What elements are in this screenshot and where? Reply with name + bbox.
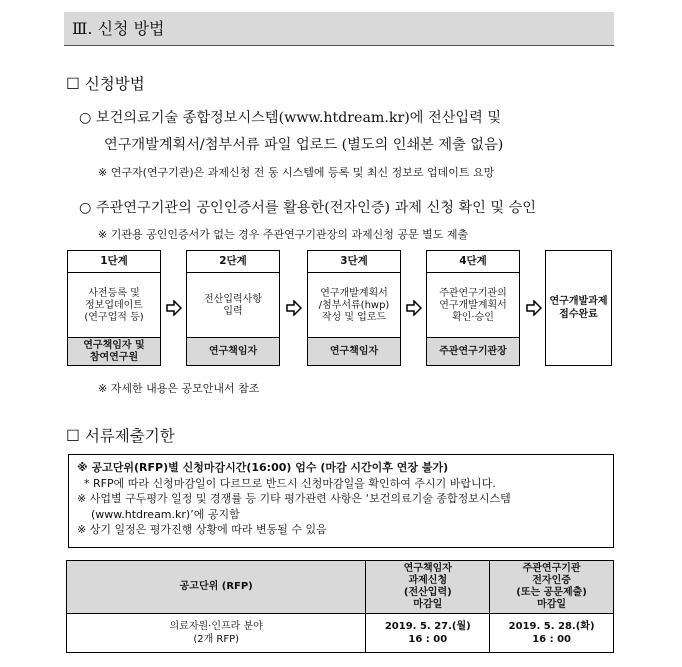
notice-line: * RFP에 따라 신청마감일이 다르므로 반드시 신청마감일을 확인하여 주시기 바랍니다. (77, 476, 496, 490)
stage-body-text: 연구개발계획서 /첨부서류(hwp) 작성 및 업로드 (318, 288, 390, 323)
section-title: Ⅲ. 신청 방법 (64, 12, 614, 46)
stage-actor-text: 연구책임자 및 참여연구원 (83, 339, 145, 363)
notice-line: ※ 공고단위(RFP)별 신청마감시간(16:00) 엄수 (마감 시간이후 연장 불가) (77, 461, 449, 474)
stage-body-text: 사전등록 및 정보업데이트 (연구업적 등) (84, 288, 144, 323)
table-cell-text: 의료자원·인프라 분야 (2개 RFP) (169, 621, 263, 645)
method-heading: ☐ 신청방법 (66, 75, 145, 93)
method-bullet-1: ○ 보건의료기술 종합정보시스템(www.htdream.kr)에 전산입력 및 (79, 110, 502, 126)
stage-actor (68, 337, 160, 365)
stage-body-text: 전산입력사항 입력 (204, 294, 262, 317)
right-arrow-icon (406, 300, 422, 316)
stage-actor (187, 337, 279, 365)
table-header-inst-deadline (490, 561, 614, 614)
table-cell-inst-date (490, 614, 614, 653)
stage-step: 1단계 (68, 251, 160, 273)
table-cell-rfp (67, 614, 366, 653)
flow-stage-3 (307, 250, 401, 366)
flow-final-box (545, 250, 612, 366)
method-note-1: ※ 연구자(연구기관)은 과제신청 전 동 시스템에 등록 및 최신 정보로 업데이트 요망 (98, 166, 495, 179)
table-header-text: 연구책임자 과제신청 (전산입력) 마감일 (403, 563, 452, 610)
notice-line: ※ 사업별 구두평가 일정 및 경쟁률 등 기타 평가관련 사항은 ‘보건의료기술 종합정보시스템 (77, 492, 511, 505)
flow-stage-2 (186, 250, 280, 366)
flow-stage-4 (426, 250, 520, 366)
stage-body-text: 주관연구기관의 연구개발계획서 확인·승인 (439, 288, 507, 323)
table-header-row (67, 561, 614, 614)
stage-body (308, 273, 400, 339)
method-note-2: ※ 기관용 공인인증서가 없는 경우 주관연구기관장의 과제신청 공문 별도 제출 (98, 228, 469, 241)
table-header-rfp (67, 561, 366, 614)
method-bullet-2: ○ 주관연구기관의 공인인증서를 활용한(전자인증) 과제 신청 확인 및 승인 (79, 200, 536, 216)
table-header-text: 주관연구기관 전자인증 (또는 공문제출) 마감일 (516, 563, 587, 610)
table-cell-pi-date (366, 614, 490, 653)
stage-step: 4단계 (427, 251, 519, 273)
table-row (67, 614, 614, 653)
right-arrow-icon (166, 300, 182, 316)
right-arrow-icon (526, 300, 542, 316)
flow-final-text: 연구개발과제 접수완료 (549, 296, 608, 320)
table-cell-text: 2019. 5. 27.(월) 16 : 00 (384, 621, 471, 645)
stage-actor (427, 337, 519, 365)
deadline-notice-box (68, 454, 614, 548)
flow-note: ※ 자세한 내용은 공모안내서 참조 (98, 382, 260, 395)
stage-body (427, 273, 519, 339)
right-arrow-icon (286, 300, 302, 316)
stage-actor-text: 연구책임자 (329, 345, 379, 357)
stage-actor-text: 연구책임자 (208, 345, 258, 357)
stage-step: 3단계 (308, 251, 400, 273)
notice-line: ※ 상기 일정은 평가진행 상황에 따라 변동될 수 있음 (77, 523, 327, 536)
method-bullet-1-cont: 연구개발계획서/첨부서류 파일 업로드 (별도의 인쇄본 제출 없음) (104, 137, 504, 153)
deadline-heading: ☐ 서류제출기한 (66, 427, 175, 445)
stage-body (68, 273, 160, 339)
table-cell-text: 2019. 5. 28.(화) 16 : 00 (508, 621, 595, 645)
stage-actor-text: 주관연구기관장 (439, 345, 507, 357)
notice-line: (www.htdream.kr)’에 공지함 (77, 507, 240, 521)
stage-body (187, 273, 279, 339)
table-header-text: 공고단위 (RFP) (179, 581, 253, 592)
deadline-table (66, 560, 614, 653)
table-header-pi-deadline (366, 561, 490, 614)
stage-step: 2단계 (187, 251, 279, 273)
flow-stage-1 (67, 250, 161, 366)
stage-actor (308, 337, 400, 365)
